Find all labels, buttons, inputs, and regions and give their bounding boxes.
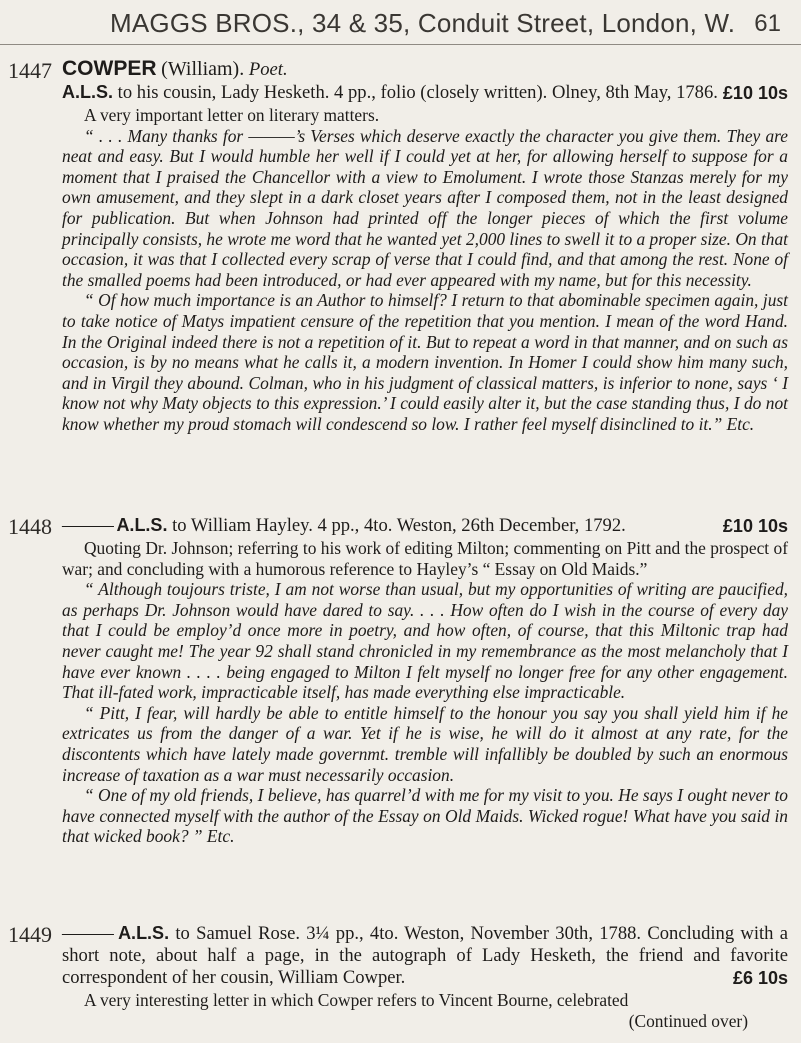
quoted-passage: “ Pitt, I fear, will hardly be able to entitle himself to the honour you say you shall yield him if he extricates us from the danger of a war. Yet if he is wise, he will do it almost at any rate, for the discontents which have lately made governmt. tremble will infallibly be doubled by such an enormous increase of taxation as a war must necessarily occasion. [62, 702, 788, 785]
author-forename: (William). [161, 58, 245, 80]
continued-note: (Continued over) [628, 1010, 748, 1031]
summary-paragraph: A very important letter on literary matters. [84, 105, 380, 125]
header-rule [0, 44, 801, 45]
entry-body [62, 514, 788, 847]
item-description: to William Hayley. 4 pp., 4to. Weston, 26th December, 1792. [172, 515, 626, 536]
entry-body [62, 58, 788, 435]
summary-paragraph: Quoting Dr. Johnson; referring to his work of editing Milton; commenting on Pitt and the prospect of war; and concluding with a humorous reference to Hayley’s “ Essay on Old Maids.” [62, 538, 788, 579]
lot-number: 1449 [8, 922, 52, 947]
price: £6 10s [732, 968, 788, 988]
page-number: 61 [754, 10, 781, 37]
quoted-passage: “ One of my old friends, I believe, has quarrel’d with me for my visit to you. He says I ought never to have connected myself with the author of the Essay on Old Maids. Wicked rogue! What have you said in that wicked book? ” Etc. [62, 785, 788, 847]
item-type: A.L.S. [62, 82, 114, 102]
item-type: A.L.S. [116, 515, 168, 535]
running-title: MAGGS BROS., 34 & 35, Conduit Street, London, W. [110, 8, 736, 38]
price: £10 10s [722, 83, 788, 103]
price: £10 10s [722, 516, 788, 536]
item-description: to Samuel Rose. 3¼ pp., 4to. Weston, November 30th, 1788. Concluding with a short note, about half a page, in the autograph of Lady Hesketh, the friend and favorite correspondent of her cousin, William Cowper. [62, 923, 788, 988]
ditto-dash: ——— [62, 923, 112, 944]
quoted-passage: “ Of how much importance is an Author to himself? I return to that abominable specimen again, just to take notice of Matys impatient censure of the repetition that you mention. I mean of the word Hand. In the Original indeed there is not a repetition of it. But to repeat a word in that manner, and on such as occasion, is by no means what he calls it, a modern invention. In Homer I could show him many such, and in Virgil they abound. Colman, who in his judgment of classical matters, is inferior to none, says ‘ I know not why Maty objects to this expression.’ I could easily alter it, but the case standing thus, I do not know whether my proud stomach will condescend so low. I rather feel myself disinclined to it.” Etc. [62, 290, 788, 434]
item-description: to his cousin, Lady Hesketh. 4 pp., folio (closely written). Olney, 8th May, 1786. [117, 82, 718, 103]
entry-heading [62, 58, 788, 104]
item-type: A.L.S. [118, 923, 170, 943]
quoted-passage: “ . . . Many thanks for ———’s Verses which deserve exactly the character you give them. They are neat and easy. But I would humble her well if I could yet at her, for allowing herself to suppose for a moment that I praised the Chancellor with a view to Emolument. I wrote those Stanzas merely for my own amusement, and they slept in a dark closet years after I composed them, not in the least designed for publication. But when Johnson had printed off the longer pieces of which the first volume principally consists, he wrote me word that he wanted yet 2,000 lines to swell it to a proper size. On that occasion, it was that I collected every scrap of verse that I could find, and that among the rest. None of the smalled poems had been introduced, or had ever appeared with my name, but for this necessity. [62, 125, 789, 290]
ditto-dash: ——— [62, 515, 112, 536]
author-name: COWPER [62, 57, 157, 80]
author-role: Poet. [248, 59, 288, 80]
lot-number: 1447 [8, 58, 52, 83]
summary-paragraph: A very interesting letter in which Cowper refers to Vincent Bourne, celebrated [84, 990, 629, 1010]
entry-body [62, 922, 788, 1031]
page-header [0, 0, 801, 56]
quoted-passage: “ Although toujours triste, I am not worse than usual, but my opportunities of writing are paucified, as perhaps Dr. Johnson would have dared to say. . . . How often do I wish in the course of every day that I could be employ’d once more in poetry, and how often, of course, that this Miltonic trap had never caught me! The year 92 shall stand chronicled in my remembrance as the most melancholy that I have ever known . . . . being engaged to Milton I felt myself no longer free for any other engagement. That ill-fated work, impracticable itself, has made everything else impracticable. [62, 579, 788, 703]
lot-number: 1448 [8, 514, 52, 539]
